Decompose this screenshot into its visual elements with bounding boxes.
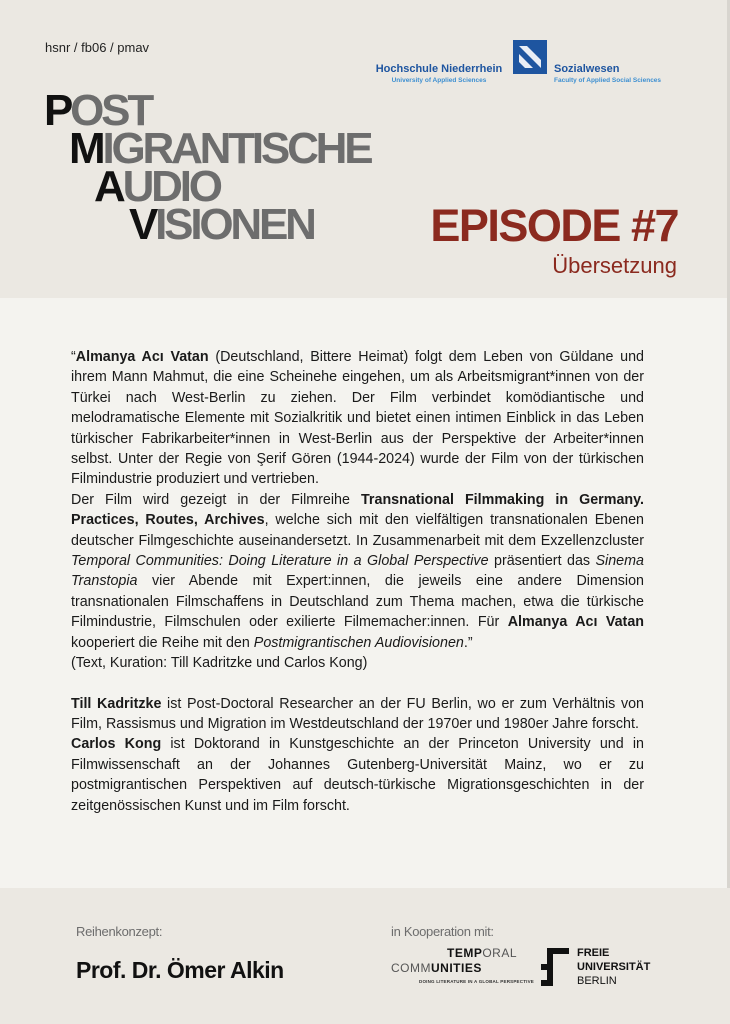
wordmark-initial: P	[44, 86, 71, 135]
wordmark-initial: A	[94, 162, 123, 211]
text-run: “	[71, 349, 76, 365]
wordmark-line-visionen	[44, 200, 370, 249]
communities-bold: UNITIES	[431, 961, 482, 975]
emphasis-bold: Till Kadritzke	[71, 695, 162, 712]
text-run: vier Abende mit Expert:innen, die jeweils eine andere Dimension transnationalen Filmschaffens in Deutschland zum Thema machen, etwa die türkische Filmindustrie, Filmschulen oder exilierte Filmemacher:innen. Für	[71, 573, 644, 631]
text-run: , welche sich mit den vielfältigen transnationalen Ebenen deutscher Filmgeschichte auseinandersetzt. In Zusammenarbeit mit dem Exzellenzcluster	[71, 512, 644, 549]
concept-name: Prof. Dr. Ömer Alkin	[76, 957, 284, 983]
body-text	[71, 347, 644, 816]
credit-line: (Text, Kuration: Till Kadritzke und Carlos Kong)	[71, 655, 368, 672]
communities-light: COMM	[391, 961, 431, 975]
department-name: Sozialwesen	[554, 63, 620, 75]
temporal-bold: TEMP	[447, 946, 483, 960]
bio-kong	[71, 734, 644, 816]
concept-label: Reihenkonzept:	[76, 924, 163, 939]
pmav-wordmark	[44, 86, 371, 249]
department-subtitle: Faculty of Applied Social Sciences	[554, 77, 662, 84]
fu-line2: UNIVERSITÄT	[577, 961, 651, 973]
text-run: präsentiert das	[488, 553, 596, 570]
temporal-tagline: DOING LITERATURE IN A GLOBAL PERSPECTIVE	[419, 979, 535, 984]
wordmark-rest: OST	[70, 86, 152, 135]
episode-title: EPISODE #7	[430, 200, 678, 251]
spacer	[71, 674, 644, 694]
text-run: (Deutschland, Bittere Heimat) folgt dem Leben von Güldane und ihrem Mann Mahmut, die eine Scheinehe eingehen, um als Arbeitsmigrant*innen von der Türkei nach West-Berlin zu ziehen. Der Film verbindet komödiantische und melodramatische Elemente mit Sozialkritik und bietet einen intimen Einblick in das Leben türkischer Fabrikarbeiter*innen in West-Berlin aus der Perspektive der Arbeiter*innen selbst. Unter der Regie von Şerif Gören (1944-2024) wurde der Film von der türkischen Filmindustrie produziert und vertrieben.	[71, 349, 645, 488]
text-run: ist Post-Doctoral Researcher an der FU Berlin, wo er zum Verhältnis von Film, Rassismus und Migration im Westdeutschland der 1970er und 1980er Jahre forscht.	[71, 695, 644, 732]
wordmark-initial: V	[129, 200, 156, 249]
text-run: ist Doktorand in Kunstgeschichte an der Princeton University und in Filmwissenschaft an der Johannes Gutenberg-Universität Mainz, wo er zu postmigrantischen Perspektiven auf deutsch-türkische Migrationsgeschichten in der zeitgenössischen Kunst und im Film forscht.	[71, 736, 644, 814]
wordmark-rest: IGRANTISCHE	[102, 124, 371, 173]
episode-subtitle: Übersetzung	[552, 253, 677, 278]
emphasis-bold: Almanya Acı Vatan	[507, 614, 645, 631]
emphasis-bold: Transnational Filmmaking in Germany. Practices, Routes, Archives	[71, 491, 644, 529]
hochschule-logo[interactable]	[374, 40, 680, 88]
communities-line	[391, 961, 482, 975]
text-run: Der Film wird gezeigt in der Filmreihe	[71, 491, 361, 508]
fu-line1: FREIE	[577, 947, 610, 959]
emphasis-italic: Sinema Transtopia	[71, 553, 644, 590]
path-label: hsnr / fb06 / pmav	[45, 40, 150, 55]
hochschule-subtitle: University of Applied Sciences	[391, 77, 487, 84]
department-name-block	[554, 63, 684, 84]
hochschule-name-block	[374, 63, 504, 84]
temporal-light: ORAL	[482, 946, 518, 960]
text-run: kooperiert die Reihe mit den	[71, 634, 254, 651]
emphasis-italic: Postmigrantischen Audiovisionen	[253, 634, 464, 651]
hochschule-mark-icon	[513, 40, 547, 74]
emphasis-bold: Carlos Kong	[71, 736, 162, 753]
emphasis-bold: Almanya Acı Vatan	[75, 349, 209, 365]
temporal-communities-logo[interactable]	[391, 946, 535, 988]
fu-berlin-mark-icon	[541, 948, 569, 986]
emphasis-italic: Temporal Communities: Doing Literature in a Global Perspective	[71, 553, 489, 570]
cooperation-label: in Kooperation mit:	[391, 924, 494, 939]
text-run: .”	[463, 634, 473, 651]
bio-kadritzke	[71, 694, 644, 735]
paragraph-film	[71, 347, 644, 490]
fu-berlin-logo[interactable]	[541, 946, 661, 988]
temporal-line	[447, 946, 517, 960]
hochschule-name: Hochschule Niederrhein	[375, 63, 503, 75]
wordmark-initial: M	[69, 124, 103, 173]
fu-berlin-text	[577, 946, 650, 988]
wordmark-rest: UDIO	[122, 162, 220, 211]
paragraph-series	[71, 490, 644, 653]
wordmark-rest: ISIONEN	[155, 200, 314, 249]
fu-line3: BERLIN	[577, 975, 617, 987]
